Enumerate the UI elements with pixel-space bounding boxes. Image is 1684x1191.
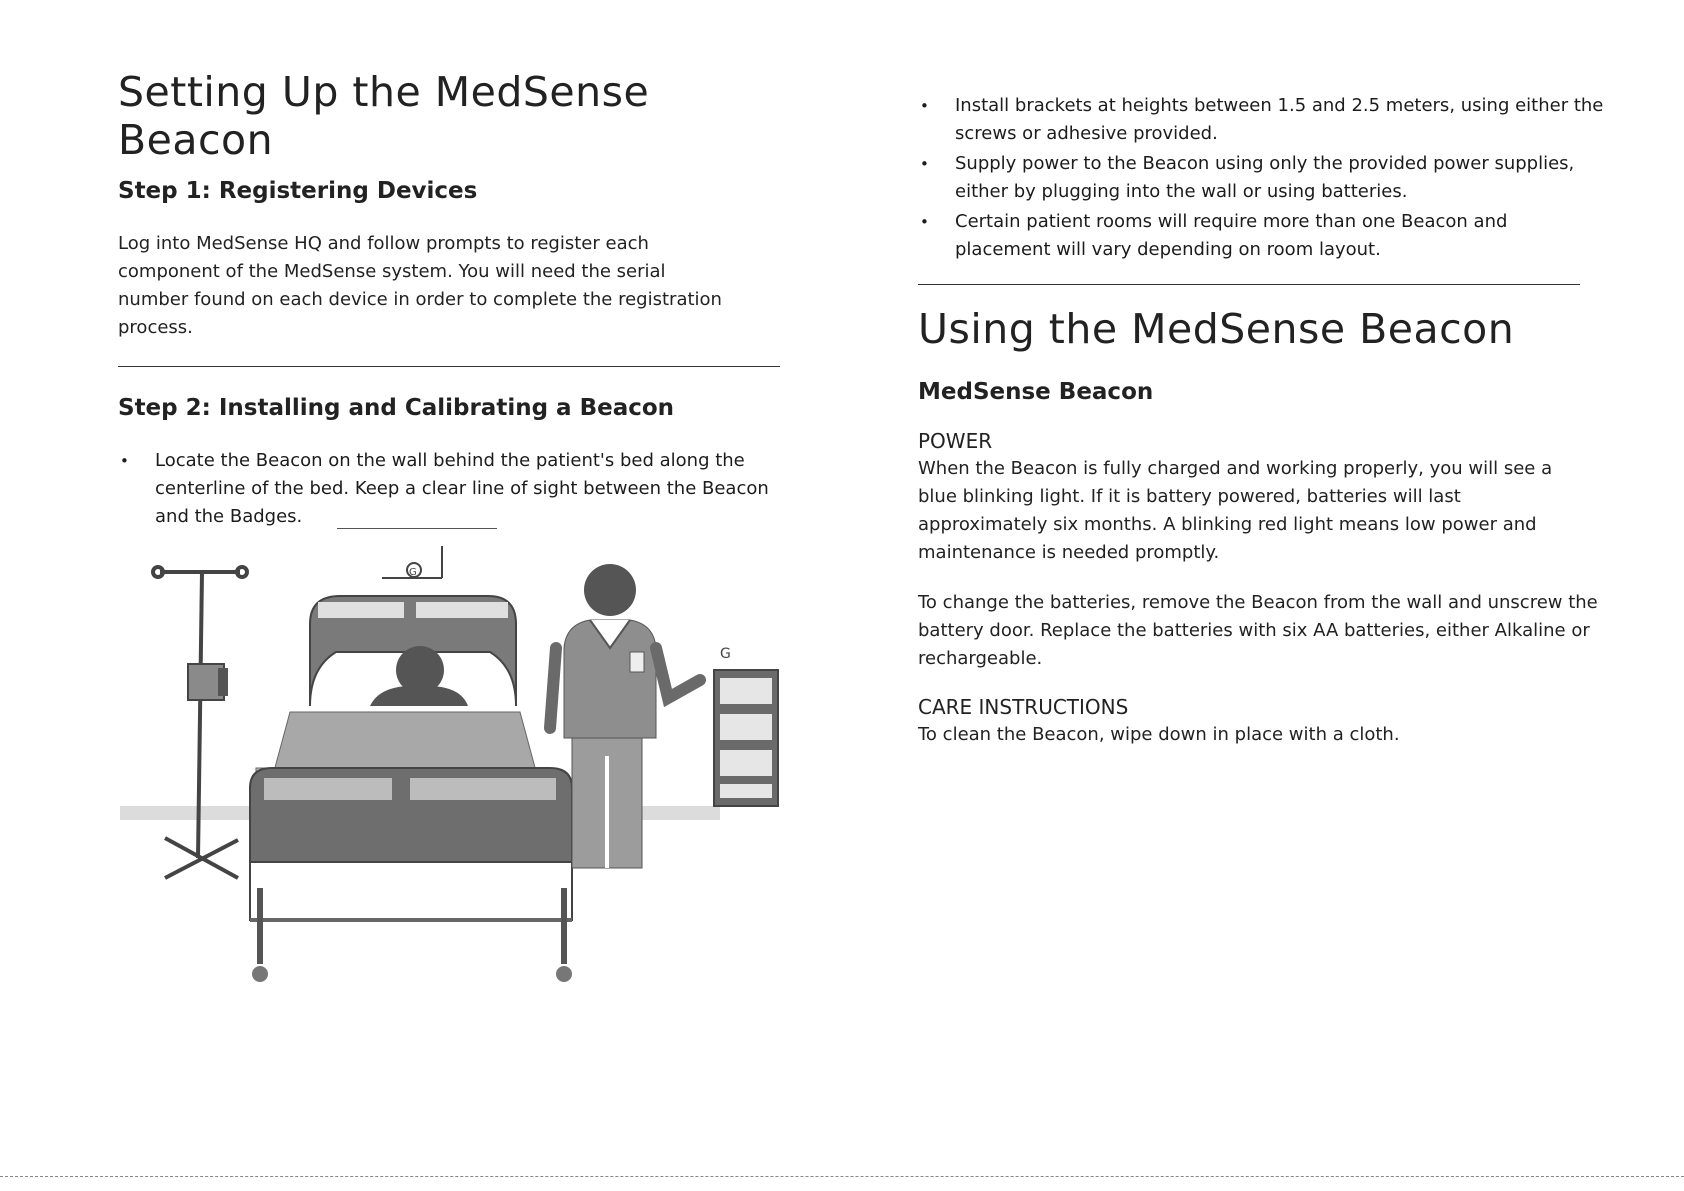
section-divider xyxy=(118,366,780,367)
beacon-badge-letter: G xyxy=(409,567,417,578)
care-heading: CARE INSTRUCTIONS xyxy=(918,695,1129,719)
hospital-room-illustration xyxy=(120,528,780,1028)
drawer-badge-letter: G xyxy=(720,646,731,662)
power-body-1: When the Beacon is fully charged and working properly, you will see a blue blinking light. If it is battery powered, batteries will last approximately six months. A blinking red light means low power and maintenance is needed promptly. xyxy=(918,458,1553,563)
install-bullet-rooms: • Certain patient rooms will require more than one Beacon and placement will vary depending on room layout. xyxy=(918,208,1608,264)
step2-bullet: • Locate the Beacon on the wall behind the patient's bed along the centerline of the bed. Keep a clear line of sight between the Beacon and the Badges. xyxy=(118,447,788,531)
install-bullet-brackets: • Install brackets at heights between 1.5 and 2.5 meters, using either the screws or adhesive provided. xyxy=(918,92,1608,148)
power-heading: POWER xyxy=(918,429,993,453)
step2-bullet-list xyxy=(118,447,788,531)
step1-heading: Step 1: Registering Devices xyxy=(118,178,478,204)
step2-heading: Step 2: Installing and Calibrating a Beacon xyxy=(118,395,675,421)
wheel-left xyxy=(252,966,268,982)
bed-frame xyxy=(250,862,572,920)
left-column xyxy=(118,60,769,533)
step1-body: Log into MedSense HQ and follow prompts to register each component of the MedSense system. You will need the serial number found on each device in order to complete the registration process. xyxy=(118,233,722,338)
right-divider xyxy=(918,284,1580,285)
iv-stand xyxy=(153,567,247,878)
install-bullet-list xyxy=(918,92,1608,264)
care-body: To clean the Beacon, wipe down in place with a cloth. xyxy=(918,724,1400,745)
patient-shoulders xyxy=(370,686,468,706)
nurse-badge xyxy=(630,652,644,672)
setup-title: Setting Up the MedSense Beacon xyxy=(118,68,650,164)
page-bottom-rule xyxy=(0,1176,1684,1177)
power-body-2: To change the batteries, remove the Beacon from the wall and unscrew the battery door. Replace the batteries with six AA batteries, either Alkaline or rechargeable. xyxy=(918,592,1598,669)
nurse-arm xyxy=(656,648,700,698)
wheel-right xyxy=(556,966,572,982)
install-bullet-power: • Supply power to the Beacon using only the provided power supplies, either by plugging into the wall or using batteries. xyxy=(918,150,1608,206)
nurse-head xyxy=(584,564,636,616)
beacon-subheading: MedSense Beacon xyxy=(918,379,1154,405)
using-title: Using the MedSense Beacon xyxy=(918,305,1515,353)
right-column xyxy=(918,92,1604,749)
